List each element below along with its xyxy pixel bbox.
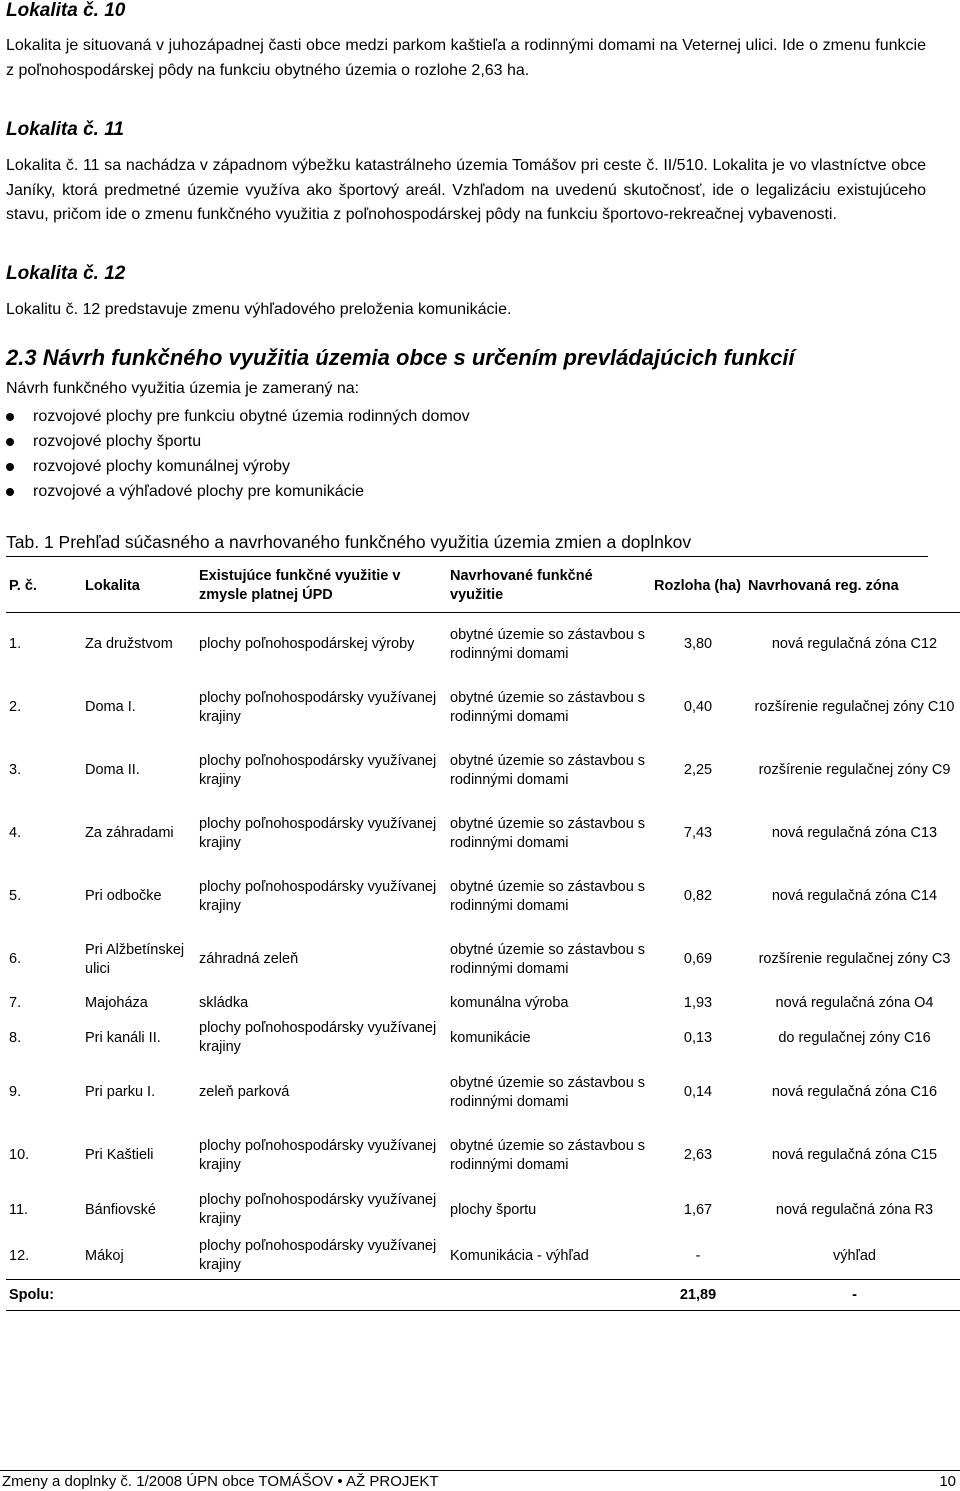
- table-row: [6, 1061, 960, 1124]
- cell-navrhovane: komunikácie: [450, 1029, 531, 1046]
- list-item: rozvojové plochy športu: [6, 429, 470, 454]
- cell-zona: rozšírenie regulačnej zóny C9: [758, 762, 951, 778]
- table-row: [6, 802, 960, 865]
- lokalita-10-text: Lokalita je situovaná v juhozápadnej časti obce medzi parkom kaštieľa a rodinnými domami na Veternej ulici. Ide o zmenu funkcie z poľnohospodárskej pôdy na funkciu obytného územia o rozlohe 2,63 ha.: [6, 37, 926, 79]
- cell-pc: 3.: [9, 762, 22, 778]
- table-row: [6, 991, 960, 1015]
- cell-zona: nová regulačná zóna C14: [771, 888, 938, 904]
- bullet-icon: [6, 413, 14, 421]
- cell-rozloha: 0,14: [683, 1084, 713, 1100]
- header-pc: P. č.: [6, 560, 82, 613]
- table-row: [6, 1015, 960, 1061]
- cell-navrhovane: plochy športu: [450, 1201, 537, 1218]
- cell-navrhovane: obytné územie so zástavbou s rodinnými domami: [450, 815, 646, 851]
- header-existujuce: Existujúce funkčné využitie v zmysle platnej ÚPD: [196, 560, 447, 613]
- cell-navrhovane: obytné územie so zástavbou s rodinnými domami: [450, 626, 646, 662]
- cell-existujuce: plochy poľnohospodárskej výroby: [199, 636, 415, 652]
- cell-existujuce: plochy poľnohospodársky využívanej krajiny: [199, 689, 437, 725]
- sum-zona: -: [745, 1280, 960, 1311]
- header-zona: Navrhovaná reg. zóna: [745, 560, 960, 613]
- table-row: [6, 676, 960, 739]
- cell-pc: 1.: [9, 636, 22, 652]
- cell-existujuce: plochy poľnohospodársky využívanej krajiny: [199, 878, 437, 914]
- cell-zona: nová regulačná zóna C13: [771, 825, 938, 841]
- list-item: rozvojové a výhľadové plochy pre komunikácie: [6, 479, 470, 504]
- section-intro: Návrh funkčného využitia územia je zameraný na:: [6, 380, 360, 397]
- cell-zona: nová regulačná zóna C12: [771, 636, 938, 652]
- cell-zona: nová regulačná zóna C15: [771, 1147, 938, 1163]
- cell-existujuce: skládka: [199, 994, 249, 1011]
- cell-navrhovane: obytné územie so zástavbou s rodinnými domami: [450, 878, 646, 914]
- cell-pc: 10.: [9, 1147, 30, 1163]
- cell-rozloha: 0,69: [683, 951, 713, 967]
- lokalita-11-heading: Lokalita č. 11: [6, 119, 124, 140]
- cell-lokalita: Doma I.: [85, 699, 136, 715]
- section-title: 2.3 Návrh funkčného využitia územia obce s určením prevládajúcich funkcií: [6, 345, 795, 370]
- bullet-icon: [6, 488, 14, 496]
- cell-rozloha: 3,80: [683, 636, 713, 652]
- cell-existujuce: plochy poľnohospodársky využívanej krajiny: [199, 1020, 437, 1055]
- cell-lokalita: Majoháza: [85, 994, 148, 1011]
- cell-lokalita: Pri odbočke: [85, 888, 162, 904]
- cell-lokalita: Doma II.: [85, 762, 140, 778]
- lokalita-12-text: Lokalitu č. 12 predstavuje zmenu výhľadového preloženia komunikácie.: [6, 301, 512, 318]
- cell-lokalita: Za záhradami: [85, 825, 174, 841]
- cell-existujuce: plochy poľnohospodársky využívanej krajiny: [199, 752, 437, 788]
- table-top-rule: [6, 556, 928, 557]
- cell-rozloha: 1,93: [683, 994, 713, 1011]
- cell-lokalita: Mákoj: [85, 1247, 124, 1264]
- cell-navrhovane: obytné územie so zástavbou s rodinnými domami: [450, 1074, 646, 1110]
- cell-navrhovane: obytné územie so zástavbou s rodinnými domami: [450, 941, 646, 977]
- footer-text: Zmeny a doplnky č. 1/2008 ÚPN obce TOMÁŠOV • AŽ PROJEKT: [2, 1473, 439, 1490]
- cell-lokalita: Pri kanáli II.: [85, 1029, 161, 1046]
- header-rozloha: Rozloha (ha): [651, 560, 745, 613]
- table-row: [6, 928, 960, 991]
- table-row: [6, 1233, 960, 1280]
- cell-navrhovane: komunálna výroba: [450, 994, 569, 1011]
- lokalita-10-heading: Lokalita č. 10: [6, 0, 126, 21]
- cell-rozloha: 2,63: [683, 1147, 713, 1163]
- cell-pc: 4.: [9, 825, 22, 841]
- cell-existujuce: plochy poľnohospodársky využívanej krajiny: [199, 815, 437, 851]
- cell-rozloha: -: [695, 1247, 701, 1264]
- table-caption: Tab. 1 Prehľad súčasného a navrhovaného funkčného využitia územia zmien a doplnkov: [6, 532, 692, 552]
- cell-lokalita: Bánfiovské: [85, 1201, 156, 1218]
- table-row: [6, 739, 960, 802]
- cell-rozloha: 0,13: [683, 1029, 713, 1046]
- table-header-row: [6, 560, 960, 613]
- table-row: [6, 1124, 960, 1187]
- cell-rozloha: 0,40: [683, 699, 713, 715]
- table-row: [6, 865, 960, 928]
- page-number: 10: [939, 1473, 956, 1490]
- list-item: rozvojové plochy komunálnej výroby: [6, 454, 470, 479]
- lokalita-12-heading: Lokalita č. 12: [6, 263, 126, 284]
- bullet-icon: [6, 463, 14, 471]
- cell-pc: 9.: [9, 1084, 22, 1100]
- cell-zona: výhľad: [833, 1247, 876, 1264]
- cell-rozloha: 7,43: [683, 825, 713, 841]
- cell-navrhovane: obytné územie so zástavbou s rodinnými domami: [450, 1137, 646, 1173]
- cell-rozloha: 1,67: [683, 1201, 713, 1218]
- cell-navrhovane: obytné územie so zástavbou s rodinnými domami: [450, 689, 646, 725]
- cell-lokalita: Pri Alžbetínskej ulici: [85, 941, 185, 977]
- cell-pc: 12.: [9, 1247, 30, 1264]
- cell-zona: do regulačnej zóny C16: [778, 1029, 931, 1046]
- header-lokalita: Lokalita: [82, 560, 196, 613]
- sum-rozloha: 21,89: [651, 1280, 745, 1311]
- cell-rozloha: 0,82: [683, 888, 713, 904]
- cell-pc: 7.: [9, 994, 22, 1011]
- cell-rozloha: 2,25: [683, 762, 713, 778]
- cell-existujuce: zeleň parková: [199, 1084, 290, 1100]
- lokalita-11-text: Lokalita č. 11 sa nachádza v západnom výbežku katastrálneho územia Tomášov pri ceste č. II/510. Lokalita je vo vlastníctve obce Janíky, ktorá predmetné územie využíva ako športový areál. Vzhľadom na uvedenú skutočnosť, ide o legalizáciu existujúceho stavu, pričom ide o zmenu funkčného využitia z poľnohospodárskej pôdy na funkciu športovo-rekreačnej vybavenosti.: [6, 157, 926, 223]
- cell-navrhovane: obytné územie so zástavbou s rodinnými domami: [450, 752, 646, 788]
- cell-navrhovane: Komunikácia - výhľad: [450, 1247, 589, 1264]
- cell-zona: rozšírenie regulačnej zóny C3: [758, 951, 951, 967]
- cell-zona: nová regulačná zóna R3: [775, 1201, 934, 1218]
- cell-lokalita: Za družstvom: [85, 636, 173, 652]
- cell-zona: rozšírenie regulačnej zóny C10: [754, 699, 955, 715]
- cell-pc: 6.: [9, 951, 22, 967]
- sum-label: Spolu:: [6, 1280, 651, 1311]
- cell-lokalita: Pri parku I.: [85, 1084, 156, 1100]
- cell-existujuce: plochy poľnohospodársky využívanej krajiny: [199, 1238, 437, 1273]
- cell-pc: 5.: [9, 888, 22, 904]
- table-row: [6, 1187, 960, 1233]
- cell-existujuce: záhradná zeleň: [199, 951, 299, 967]
- cell-pc: 11.: [9, 1201, 29, 1218]
- table-sum-row: [6, 1280, 960, 1311]
- bullet-icon: [6, 438, 14, 446]
- land-use-table: [6, 560, 960, 1311]
- cell-zona: nová regulačná zóna O4: [775, 994, 934, 1011]
- list-item: rozvojové plochy pre funkciu obytné územia rodinných domov: [6, 404, 470, 429]
- cell-zona: nová regulačná zóna C16: [771, 1084, 938, 1100]
- header-navrhovane: Navrhované funkčné využitie: [447, 560, 651, 613]
- cell-existujuce: plochy poľnohospodársky využívanej krajiny: [199, 1192, 437, 1227]
- page-footer: [0, 1470, 960, 1490]
- cell-pc: 8.: [9, 1029, 22, 1046]
- bullet-list: [6, 404, 470, 504]
- table-row: [6, 613, 960, 677]
- cell-lokalita: Pri Kaštieli: [85, 1147, 154, 1163]
- cell-existujuce: plochy poľnohospodársky využívanej krajiny: [199, 1137, 437, 1173]
- cell-pc: 2.: [9, 699, 22, 715]
